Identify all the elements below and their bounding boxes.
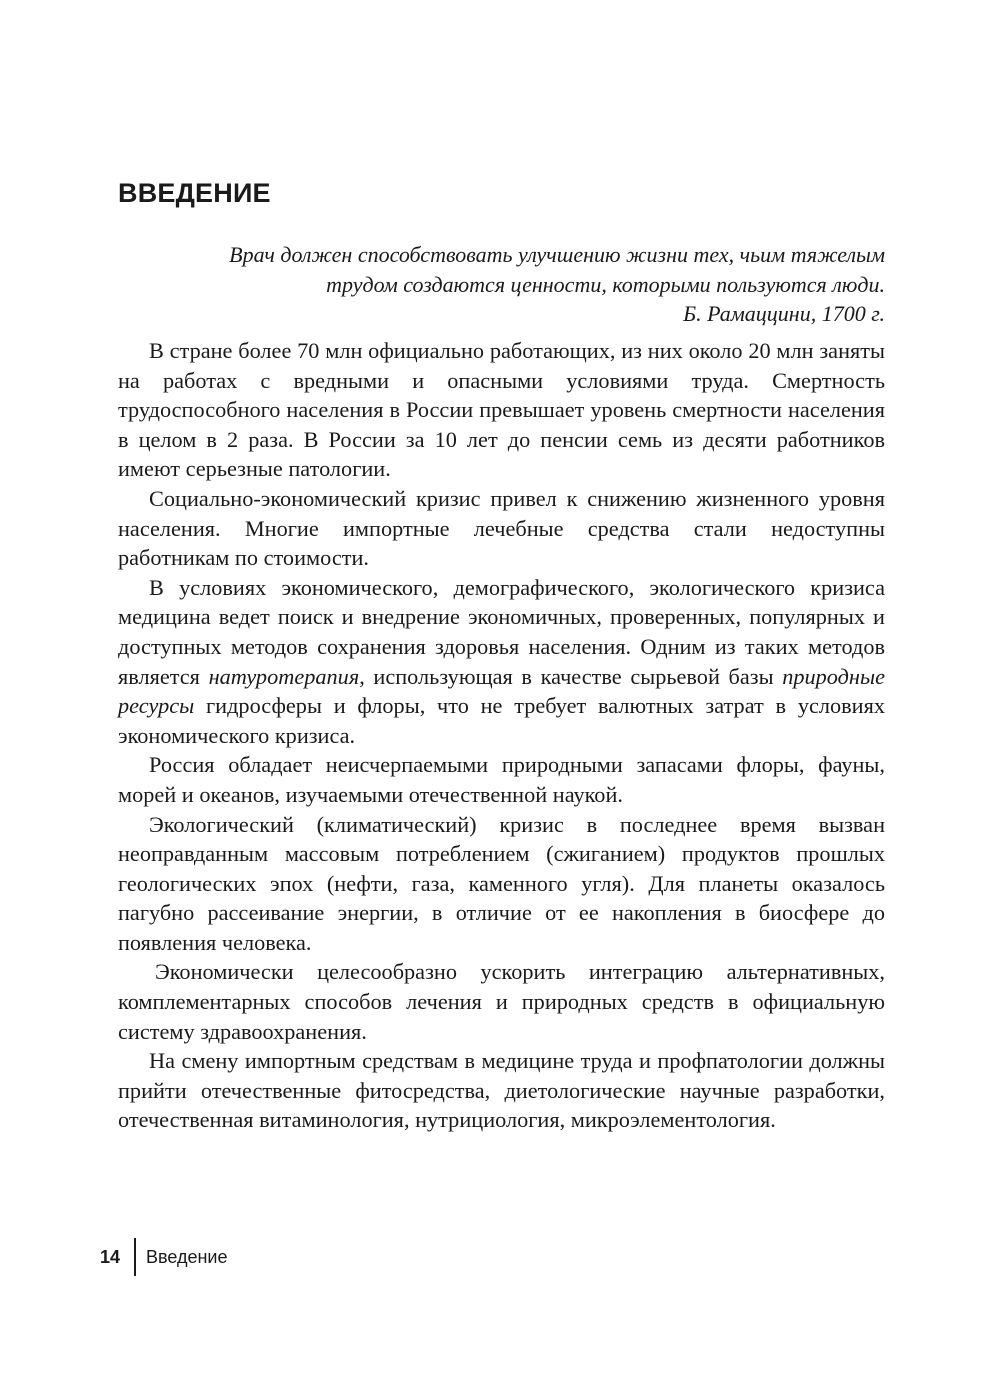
emphasis-term: природные ресурсы bbox=[118, 663, 885, 719]
epigraph-line: Врач должен способствовать улучшению жизни тех, чьим тяжелым bbox=[229, 242, 885, 267]
footer-divider bbox=[134, 1238, 136, 1276]
paragraph: Экологический (климатический) кризис в последнее время вызван неоправданным массовым потреблением (сжиганием) продуктов прошлых геологических эпох (нефти, газа, каменного угля). Для планеты оказалось пагубно рассеивание энергии, в отличие от ее накопления в биосфере до появления человека. bbox=[118, 811, 885, 955]
epigraph-line: трудом создаются ценности, которыми пользуются люди. bbox=[326, 271, 885, 297]
emphasis-term: натуротерапия bbox=[208, 663, 360, 689]
paragraph-text: В условиях экономического, демографического, экологического кризиса медицина ведет поиск и внедрение экономичных, проверенных, популярных и доступных методов сохранения здоровья населения. Одним из таких методов является bbox=[118, 574, 885, 689]
paragraph: Россия обладает неисчерпаемыми природными запасами флоры, фауны, морей и океанов, изучаемыми отечественной наукой. bbox=[118, 752, 885, 807]
paragraph: В стране более 70 млн официально работающих, из них около 20 млн заняты на работах с вредными и опасными условиями труда. Смертность трудоспособного населения в России превышает уровень смертности населения в целом в 2 раза. В России за 10 лет до пенсии семь из десяти работников имеют серьезные патологии. bbox=[118, 338, 885, 482]
paragraph: Экономически целесообразно ускорить интеграцию альтернативных, комплементарных способов лечения и природных средств в официальную систему здравоохранения. bbox=[118, 959, 885, 1044]
body-text bbox=[118, 336, 885, 1135]
epigraph bbox=[125, 240, 885, 329]
page-number: 14 bbox=[100, 1246, 121, 1267]
paragraph bbox=[118, 573, 885, 751]
paragraph-text: , использующая в качестве сырьевой базы bbox=[359, 663, 783, 689]
paragraph-text: гидросферы и флоры, что не требует валютных затрат в условиях экономического кризиса. bbox=[118, 693, 885, 748]
page-footer bbox=[100, 1237, 228, 1277]
paragraph: На смену импортным средствам в медицине труда и профпатологии должны прийти отечественные фитосредства, диетологические научные разработки, отечественная витаминология, нутрициология, микроэлементология. bbox=[118, 1048, 885, 1133]
paragraph: Социально-экономический кризис привел к снижению жизненного уровня населения. Многие импортные лечебные средства стали недоступны работникам по стоимости. bbox=[118, 485, 885, 571]
epigraph-attribution: Б. Рамаццини, 1700 г. bbox=[683, 301, 885, 326]
chapter-heading: ВВЕДЕНИЕ bbox=[118, 178, 271, 208]
running-head: Введение bbox=[146, 1246, 228, 1267]
